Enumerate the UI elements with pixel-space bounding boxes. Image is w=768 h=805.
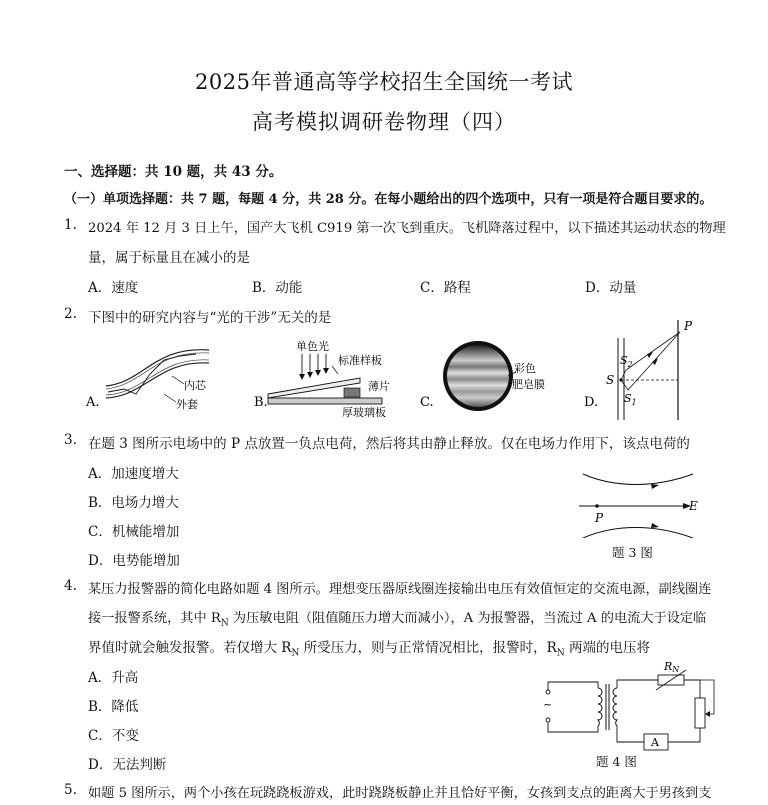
svg-text:S2: $S_2$ xyxy=(620,354,633,369)
fig-a-outer: 外套 xyxy=(176,398,198,411)
q3-option-a: A．加速度增大 xyxy=(88,466,179,482)
secondary-coil xyxy=(613,688,617,726)
fig-b-label: B. xyxy=(254,395,268,410)
q3-text: 在题 3 图所示电场中的 P 点放置一负点电荷，然后将其由静止释放。仅在电场力作用下，该点电荷的 xyxy=(88,436,690,452)
primary-coil xyxy=(598,688,602,726)
q3-option-d: D．电势能增加 xyxy=(88,553,180,569)
q3-figure xyxy=(575,468,705,538)
fig-d-s1: S xyxy=(624,392,632,405)
q2-figure-d xyxy=(580,318,700,422)
fig-a-label: A. xyxy=(86,395,100,410)
fig-d-s2: S xyxy=(620,354,628,367)
fig-b-sheet: 薄片 xyxy=(368,380,390,393)
fig-c-label: C. xyxy=(420,395,434,410)
thin-sheet xyxy=(344,388,360,397)
q2-figure-b xyxy=(250,334,410,420)
q4-option-c: C．不变 xyxy=(88,728,139,744)
q3-option-b: B．电场力增大 xyxy=(88,495,179,511)
q4-option-b: B．降低 xyxy=(88,699,139,715)
field-line-bottom xyxy=(583,528,693,539)
fig-b-plate: 标准样板 xyxy=(338,354,382,367)
sub-heading: （一）单项选择题：共 7 题，每题 4 分，共 28 分。在每小题给出的四个选项中，只有一项是符合题目要求的。 xyxy=(64,192,713,207)
q2-figure-c xyxy=(416,334,566,420)
q3-label-e: E xyxy=(689,499,698,513)
label-a: A xyxy=(651,736,659,749)
exam-subtitle: 高考模拟调研卷物理（四） xyxy=(252,110,516,134)
fig-d-s: S xyxy=(606,373,615,387)
rheostat xyxy=(695,698,705,728)
fig-c-film2: 肥皂膜 xyxy=(512,378,545,391)
q4-text-line1: 某压力报警器的简化电路如题 4 图所示。理想变压器原线圈连接输出电压有效值恒定的交流电源，副线圈连 xyxy=(88,582,712,597)
q4-number: 4. xyxy=(64,578,77,594)
point-p xyxy=(595,504,599,508)
light-ray xyxy=(108,354,196,394)
q3-caption: 题 3 图 xyxy=(612,545,653,560)
q2-figure-a xyxy=(84,336,234,418)
label-rn: R xyxy=(664,660,673,673)
fig-b-light: 单色光 xyxy=(296,340,329,353)
fig-c-film1: 彩色 xyxy=(514,362,536,375)
soap-film xyxy=(447,345,509,407)
thick-glass xyxy=(268,398,382,404)
ac-symbol: ~ xyxy=(543,698,553,711)
q1-option-a: A．速度 xyxy=(88,280,139,296)
svg-text:S1: $S_1$ xyxy=(624,392,637,407)
q4-text-line2: 接一报警系统，其中 $R_N$ 为压敏电阻（阻值随压力增大而减小），A 为报警器，当流过 A 的电流大于设定临 xyxy=(88,611,707,629)
svg-text:RN: RN xyxy=(664,660,680,674)
q2-number: 2. xyxy=(64,306,77,322)
inner-pointer xyxy=(172,376,184,384)
fig-b-glass: 厚玻璃板 xyxy=(342,406,386,419)
exam-title: 2025年普通高等学校招生全国统一考试 xyxy=(195,70,573,94)
section-heading: 一、选择题：共 10 题，共 43 分。 xyxy=(64,164,283,180)
q3-option-c: C．机械能增加 xyxy=(88,524,180,540)
fig-d-p: P xyxy=(684,319,693,333)
ray-s2 xyxy=(621,332,680,380)
q5-text: 如题 5 图所示，两个小孩在玩跷跷板游戏，此时跷跷板静止并且恰好平衡，女孩到支点的距离大于男孩到支 xyxy=(88,786,712,801)
q1-option-b: B．动能 xyxy=(252,280,303,296)
q2-text: 下图中的研究内容与“光的干涉”无关的是 xyxy=(88,310,332,326)
q4-caption: 题 4 图 xyxy=(596,754,637,769)
q4-option-a: A．升高 xyxy=(88,670,139,686)
q1-text-line2: 量，属于标量且在减小的是 xyxy=(88,250,250,266)
q4-option-d: D．无法判断 xyxy=(88,757,167,773)
q3-label-p: P xyxy=(595,511,604,525)
field-line-top xyxy=(583,474,693,485)
q1-option-c: C．路程 xyxy=(420,280,471,296)
q5-number: 5. xyxy=(64,782,77,798)
q1-number: 1. xyxy=(64,217,77,233)
q1-text-line1: 2024 年 12 月 3 日上午，国产大飞机 C919 第一次飞到重庆。飞机降落过程中，以下描述其运动状态的物理 xyxy=(88,221,726,236)
q3-number: 3. xyxy=(64,432,77,448)
outer-pointer xyxy=(164,394,176,402)
fig-a-inner: 内芯 xyxy=(184,379,206,392)
q4-figure xyxy=(540,658,720,754)
q1-option-d: D．动量 xyxy=(585,280,637,296)
q4-text-line3: 界值时就会触发报警。若仅增大 $R_N$ 所受压力，则与正常情况相比，报警时，$R_N$ 两端的电压将 xyxy=(88,640,650,659)
fig-d-label: D. xyxy=(584,395,599,410)
